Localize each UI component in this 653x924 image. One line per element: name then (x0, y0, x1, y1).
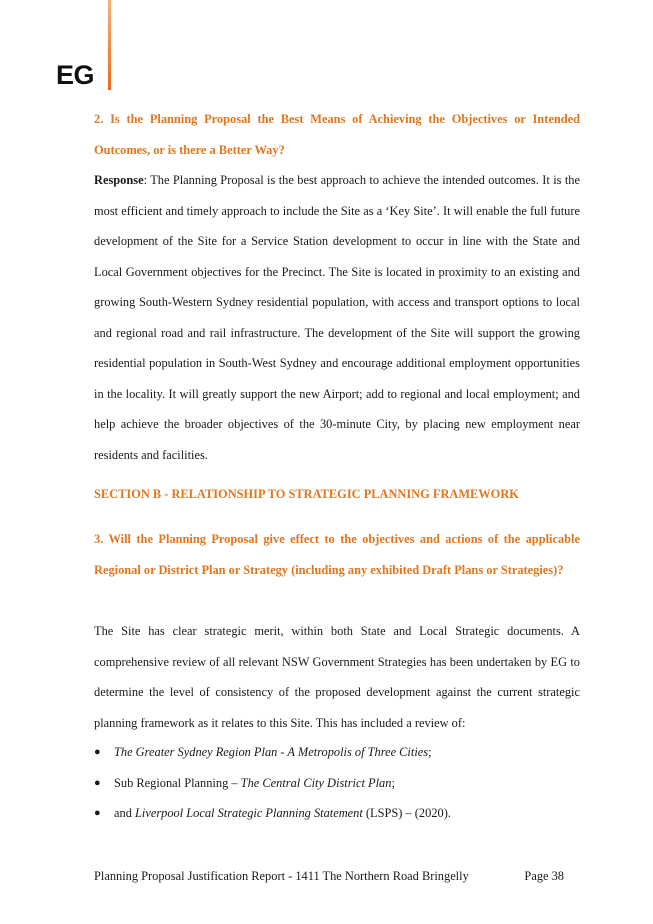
question-2-response (94, 165, 580, 470)
page-number: Page 38 (524, 869, 564, 883)
list-item: ● Sub Regional Planning – The Central City District Plan; (94, 768, 580, 799)
logo-accent-bar (108, 0, 111, 90)
bullet-icon: ● (94, 807, 101, 819)
footer-title: Planning Proposal Justification Report - 1411 The Northern Road Bringelly (94, 869, 469, 883)
question-2-heading-line-1: 2. Is the Planning Proposal the Best Means of Achieving the Objectives or Intended (94, 112, 580, 126)
eg-logo (56, 0, 126, 92)
logo-text: EG (56, 60, 95, 90)
list-item: ● The Greater Sydney Region Plan - A Metropolis of Three Cities; (94, 737, 580, 768)
question-3-body: The Site has clear strategic merit, within both State and Local Strategic documents. A comprehensive review of all relevant NSW Government Strategies has been undertaken by EG to determine the level of consistency of the proposed development against the current strategic planning framework as it relates to this Site. This has included a review of: (94, 624, 580, 730)
question-2-heading-line-2: Outcomes, or is there a Better Way? (94, 143, 285, 157)
strategy-list (94, 737, 580, 829)
page-footer (94, 866, 564, 886)
bullet-icon: ● (94, 746, 101, 758)
response-text: : The Planning Proposal is the best approach to achieve the intended outcomes. It is the most efficient and timely approach to include the Site as a ‘Key Site’. It will enable the full future development of the Site for a Service Station development to occur in line with the State and Local Government objectives for the Precinct. The Site is located in proximity to an existing and growing South-Western Sydney residential population, with access and transport options to local and regional road and rail infrastructure. The development of the Site will support the growing residential population in South-West Sydney and encourage additional employment opportunities in the locality. It will greatly support the new Airport; add to regional and local employment; and help achieve the broader objectives of the 30-minute City, by placing new employment near residents and facilities. (94, 173, 580, 462)
response-label: Response (94, 173, 144, 187)
question-3-heading: 3. Will the Planning Proposal give effect to the objectives and actions of the applicable Regional or District Plan or Strategy (including any exhibited Draft Plans or Strategies)? (94, 532, 580, 577)
list-item: ● and Liverpool Local Strategic Planning Statement (LSPS) – (2020). (94, 798, 580, 829)
bullet-icon: ● (94, 776, 101, 789)
section-b-heading: SECTION B - RELATIONSHIP TO STRATEGIC PLANNING FRAMEWORK (94, 487, 519, 501)
